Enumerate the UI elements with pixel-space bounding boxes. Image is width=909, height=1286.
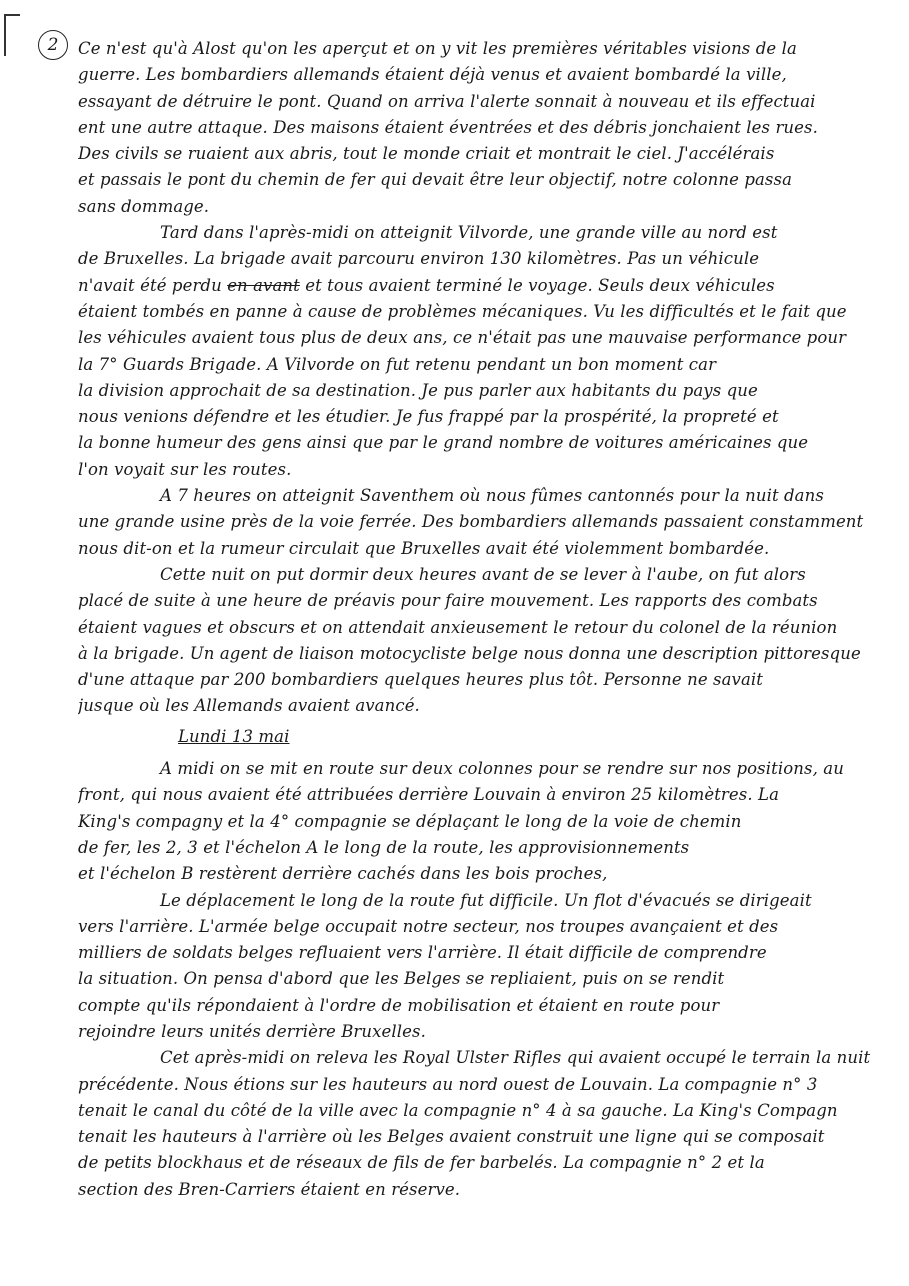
text-line <box>78 89 890 115</box>
line-text: compte qu'ils répondaient à l'ordre de mobilisation et étaient en route pour <box>78 995 720 1015</box>
text-line <box>78 509 890 535</box>
line-text: de petits blockhaus et de réseaux de fils de fer barbelés. La compagnie n° 2 et la <box>78 1153 765 1173</box>
text-line <box>78 966 890 992</box>
line-text: l'on voyait sur les routes. <box>78 459 292 479</box>
text-line <box>78 588 890 614</box>
text-line <box>78 325 890 351</box>
line-text: Ce n'est qu'à Alost qu'on les aperçut et on y vit les premières véritables visions de la <box>78 39 797 58</box>
line-text: vers l'arrière. L'armée belge occupait notre secteur, nos troupes avançaient et des <box>78 916 779 936</box>
line-text: A 7 heures on atteignit Saventhem où nous fûmes cantonnés pour la nuit dans <box>160 486 824 506</box>
handwritten-text-body <box>78 36 890 1203</box>
text-line <box>78 457 890 483</box>
line-text: King's compagny et la 4° compagnie se déplaçant le long de la voie de chemin <box>78 811 742 831</box>
text-line <box>78 993 890 1019</box>
text-line <box>78 404 890 430</box>
date-heading: Lundi 13 mai <box>178 726 290 746</box>
text-line <box>78 809 890 835</box>
text-block-2 <box>78 756 890 1203</box>
text-line <box>78 194 890 220</box>
text-block-1 <box>78 36 890 720</box>
text-line <box>78 693 890 719</box>
text-line <box>78 62 890 88</box>
line-text: de fer, les 2, 3 et l'échelon A le long de la route, les approvisionnements <box>78 837 690 857</box>
text-line <box>78 246 890 272</box>
scan-corner-mark <box>4 14 20 56</box>
text-line <box>78 115 890 141</box>
line-text: nous dit-on et la rumeur circulait que Bruxelles avait été violemment bombardée. <box>78 538 770 558</box>
line-text-continued: et tous avaient terminé le voyage. Seuls deux véhicules <box>299 275 775 295</box>
line-text: la situation. On pensa d'abord que les Belges se repliaient, puis on se rendit <box>78 969 725 989</box>
line-text: les véhicules avaient tous plus de deux ans, ce n'était pas une mauvaise performance pour <box>78 328 847 348</box>
line-text: Le déplacement le long de la route fut difficile. Un flot d'évacués se dirigeait <box>160 890 812 910</box>
text-line <box>78 36 890 62</box>
text-line <box>78 1019 890 1045</box>
line-text: la 7° Guards Brigade. A Vilvorde on fut retenu pendant un bon moment car <box>78 354 717 374</box>
line-text: ent une autre attaque. Des maisons étaient éventrées et des débris jonchaient les rues. <box>78 117 818 137</box>
line-text: de Bruxelles. La brigade avait parcouru environ 130 kilomètres. Pas un véhicule <box>78 249 760 269</box>
line-text: Tard dans l'après-midi on atteignit Vilvorde, une grande ville au nord est <box>160 223 778 243</box>
page-number: 2 <box>38 30 68 60</box>
text-line <box>78 141 890 167</box>
text-line <box>78 1098 890 1124</box>
line-text: Cette nuit on put dormir deux heures avant de se lever à l'aube, on fut alors <box>160 564 806 584</box>
struck-out-text: en avant <box>227 275 300 295</box>
text-line <box>78 615 890 641</box>
line-text: rejoindre leurs unités derrière Bruxelles. <box>78 1021 426 1041</box>
line-text: Cet après-midi on releva les Royal Ulster Rifles qui avaient occupé le terrain la nuit <box>160 1048 871 1068</box>
text-line <box>78 352 890 378</box>
text-line <box>78 536 890 562</box>
text-line <box>78 641 890 667</box>
text-line <box>78 220 890 246</box>
text-line <box>78 378 890 404</box>
line-text: section des Bren-Carriers étaient en réserve. <box>78 1179 461 1199</box>
line-text: et passais le pont du chemin de fer qui devait être leur objectif, notre colonne passa <box>78 170 793 190</box>
text-line <box>78 1045 890 1071</box>
line-text: précédente. Nous étions sur les hauteurs au nord ouest de Louvain. La compagnie n° 3 <box>78 1074 818 1094</box>
line-text: nous venions défendre et les étudier. Je fus frappé par la prospérité, la propreté et <box>78 407 779 427</box>
text-line <box>78 430 890 456</box>
text-line <box>78 835 890 861</box>
text-line <box>78 756 890 782</box>
text-line <box>78 299 890 325</box>
line-text: étaient vagues et obscurs et on attendait anxieusement le retour du colonel de la réunion <box>78 617 838 637</box>
text-line <box>78 273 890 299</box>
line-text: la bonne humeur des gens ainsi que par le grand nombre de voitures américaines que <box>78 433 809 453</box>
text-line <box>78 562 890 588</box>
text-line <box>78 914 890 940</box>
line-text: guerre. Les bombardiers allemands étaient déjà venus et avaient bombardé la ville, <box>78 65 787 85</box>
line-text: jusque où les Allemands avaient avancé. <box>78 696 420 716</box>
line-text: milliers de soldats belges refluaient vers l'arrière. Il était difficile de comprendre <box>78 943 767 963</box>
text-line <box>78 782 890 808</box>
line-text: à la brigade. Un agent de liaison motocycliste belge nous donna une description pittoresque <box>78 643 861 663</box>
line-text: Des civils se ruaient aux abris, tout le monde criait et montrait le ciel. J'accélérais <box>78 144 775 164</box>
line-text: tenait les hauteurs à l'arrière où les Belges avaient construit une ligne qui se composait <box>78 1127 825 1147</box>
line-text: et l'échelon B restèrent derrière cachés dans les bois proches, <box>78 864 608 884</box>
line-text: sans dommage. <box>78 196 210 216</box>
text-line <box>78 667 890 693</box>
text-line <box>78 861 890 887</box>
line-text: n'avait été perdu <box>78 275 222 295</box>
line-text: d'une attaque par 200 bombardiers quelques heures plus tôt. Personne ne savait <box>78 670 764 690</box>
text-line <box>78 888 890 914</box>
line-text: étaient tombés en panne à cause de problèmes mécaniques. Vu les difficultés et le fait que <box>78 301 847 321</box>
line-text: essayant de détruire le pont. Quand on arriva l'alerte sonnait à nouveau et ils effectuai <box>78 91 816 111</box>
text-line <box>78 1072 890 1098</box>
line-text: front, qui nous avaient été attribuées derrière Louvain à environ 25 kilomètres. La <box>78 785 780 805</box>
text-line <box>78 1124 890 1150</box>
line-text: une grande usine près de la voie ferrée. Des bombardiers allemands passaient constamment <box>78 512 864 532</box>
text-line <box>78 167 890 193</box>
line-text: placé de suite à une heure de préavis pour faire mouvement. Les rapports des combats <box>78 591 818 611</box>
text-line <box>78 483 890 509</box>
text-line <box>78 1150 890 1176</box>
line-text: A midi on se mit en route sur deux colonnes pour se rendre sur nos positions, au <box>160 759 844 779</box>
line-text: tenait le canal du côté de la ville avec la compagnie n° 4 à sa gauche. La King's Compagn <box>78 1100 838 1120</box>
text-line <box>78 1177 890 1203</box>
text-line <box>78 940 890 966</box>
line-text: la division approchait de sa destination. Je pus parler aux habitants du pays que <box>78 380 758 400</box>
